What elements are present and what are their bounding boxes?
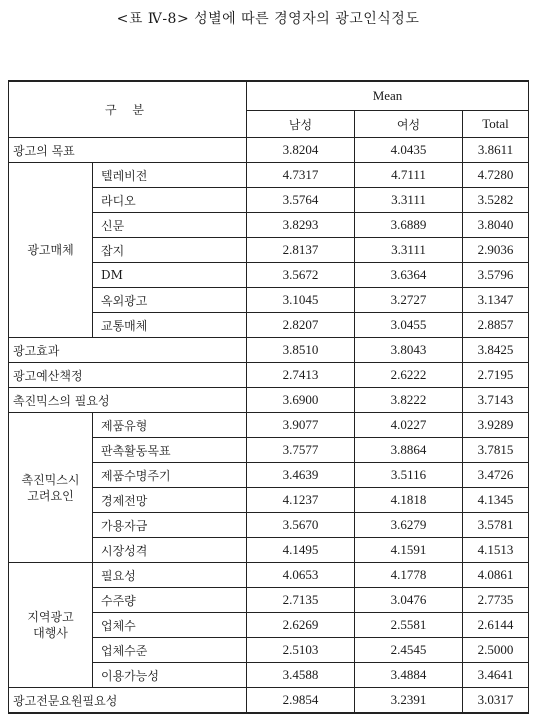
cell-value: 3.5670 [247, 513, 355, 538]
header-mean-label: Mean [247, 81, 529, 111]
group-label [9, 563, 93, 688]
awareness-table [8, 80, 529, 714]
cell-value: 2.7413 [247, 363, 355, 388]
cell-value: 3.5282 [463, 188, 529, 213]
row-label: 광고의 목표 [9, 138, 247, 163]
row-label: 시장성격 [93, 538, 247, 563]
cell-value: 3.8204 [247, 138, 355, 163]
cell-value: 3.4588 [247, 663, 355, 688]
cell-value: 4.7317 [247, 163, 355, 188]
group-label-line: 지역광고 [27, 610, 74, 624]
cell-value: 3.3111 [355, 238, 463, 263]
row-label: 수주량 [93, 588, 247, 613]
group-label-line: 고려요인 [27, 488, 74, 503]
cell-value: 2.7735 [463, 588, 529, 613]
cell-value: 4.7280 [463, 163, 529, 188]
cell-value: 2.6222 [355, 363, 463, 388]
cell-value: 3.8222 [355, 388, 463, 413]
cell-value: 3.8510 [247, 338, 355, 363]
cell-value: 4.1237 [247, 488, 355, 513]
cell-value: 3.8611 [463, 138, 529, 163]
cell-value: 2.8857 [463, 313, 529, 338]
cell-value: 4.0861 [463, 563, 529, 588]
row-label: 광고효과 [9, 338, 247, 363]
cell-value: 3.7577 [247, 438, 355, 463]
cell-value: 3.8425 [463, 338, 529, 363]
cell-value: 3.8864 [355, 438, 463, 463]
row-label: 옥외광고 [93, 288, 247, 313]
cell-value: 2.5000 [463, 638, 529, 663]
cell-value: 4.1345 [463, 488, 529, 513]
cell-value: 3.9289 [463, 413, 529, 438]
table-row [9, 388, 529, 413]
group-label-line: 대행사 [33, 626, 68, 640]
cell-value: 2.9036 [463, 238, 529, 263]
row-label: 제품유형 [93, 413, 247, 438]
cell-value: 4.0653 [247, 563, 355, 588]
cell-value: 2.6269 [247, 613, 355, 638]
table-caption: <표 Ⅳ-8> 성별에 따른 경영자의 광고인식정도 [116, 11, 420, 27]
cell-value: 2.7135 [247, 588, 355, 613]
cell-value: 4.7111 [355, 163, 463, 188]
cell-value: 3.3111 [355, 188, 463, 213]
table-row [9, 363, 529, 388]
cell-value: 4.1591 [355, 538, 463, 563]
row-label: 업체수준 [93, 638, 247, 663]
table-row [9, 338, 529, 363]
cell-value: 3.8293 [247, 213, 355, 238]
cell-value: 4.1818 [355, 488, 463, 513]
cell-value: 3.4726 [463, 463, 529, 488]
header-category-label: 구 분 [9, 81, 247, 138]
cell-value: 3.4641 [463, 663, 529, 688]
row-label: 이용가능성 [93, 663, 247, 688]
cell-value: 2.9854 [247, 688, 355, 714]
cell-value: 3.5116 [355, 463, 463, 488]
cell-value: 3.6889 [355, 213, 463, 238]
cell-value: 2.4545 [355, 638, 463, 663]
row-label: 교통매체 [93, 313, 247, 338]
cell-value: 3.0476 [355, 588, 463, 613]
cell-value: 2.7195 [463, 363, 529, 388]
row-label: 판촉활동목표 [93, 438, 247, 463]
row-label: 가용자금 [93, 513, 247, 538]
cell-value: 3.5781 [463, 513, 529, 538]
cell-value: 4.1778 [355, 563, 463, 588]
cell-value: 3.4639 [247, 463, 355, 488]
cell-value: 2.5581 [355, 613, 463, 638]
cell-value: 3.8040 [463, 213, 529, 238]
cell-value: 3.2727 [355, 288, 463, 313]
table-row [9, 413, 529, 438]
cell-value: 2.8137 [247, 238, 355, 263]
cell-value: 3.1045 [247, 288, 355, 313]
cell-value: 4.1513 [463, 538, 529, 563]
cell-value: 4.0227 [355, 413, 463, 438]
cell-value: 4.1495 [247, 538, 355, 563]
group-label [9, 413, 93, 563]
cell-value: 3.9077 [247, 413, 355, 438]
cell-value: 3.7815 [463, 438, 529, 463]
row-label: 광고전문요원필요성 [9, 688, 247, 714]
table-row [9, 563, 529, 588]
row-label: 경제전망 [93, 488, 247, 513]
cell-value: 3.0455 [355, 313, 463, 338]
group-label [9, 163, 93, 338]
cell-value: 3.1347 [463, 288, 529, 313]
cell-value: 3.0317 [463, 688, 529, 714]
header-col-total: Total [463, 111, 529, 138]
cell-value: 2.5103 [247, 638, 355, 663]
row-label: 촉진믹스의 필요성 [9, 388, 247, 413]
group-label-line: 촉진믹스시 [21, 472, 80, 487]
cell-value: 3.5672 [247, 263, 355, 288]
cell-value: 2.8207 [247, 313, 355, 338]
cell-value: 3.4884 [355, 663, 463, 688]
header-col-male: 남성 [247, 111, 355, 138]
row-label: 신문 [93, 213, 247, 238]
cell-value: 3.5796 [463, 263, 529, 288]
table-row [9, 688, 529, 714]
cell-value: 2.6144 [463, 613, 529, 638]
cell-value: 3.5764 [247, 188, 355, 213]
row-label: 광고예산책정 [9, 363, 247, 388]
row-label: 라디오 [93, 188, 247, 213]
cell-value: 3.7143 [463, 388, 529, 413]
cell-value: 4.0435 [355, 138, 463, 163]
row-label: DM [93, 263, 247, 288]
cell-value: 3.6364 [355, 263, 463, 288]
table-row [9, 163, 529, 188]
row-label: 필요성 [93, 563, 247, 588]
row-label: 텔레비전 [93, 163, 247, 188]
cell-value: 3.8043 [355, 338, 463, 363]
group-label-line: 광고매체 [27, 243, 74, 257]
cell-value: 3.6900 [247, 388, 355, 413]
row-label: 업체수 [93, 613, 247, 638]
header-col-female: 여성 [355, 111, 463, 138]
row-label: 제품수명주기 [93, 463, 247, 488]
row-label: 잡지 [93, 238, 247, 263]
cell-value: 3.6279 [355, 513, 463, 538]
cell-value: 3.2391 [355, 688, 463, 714]
table-row [9, 138, 529, 163]
